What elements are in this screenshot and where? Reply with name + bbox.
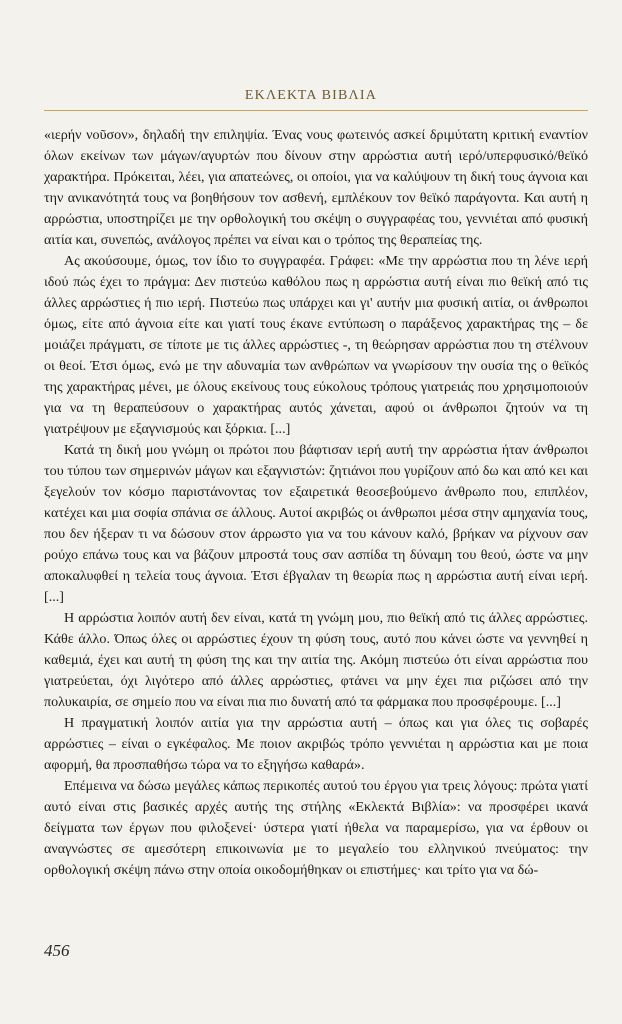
running-head-title: ΕΚΛΕΚΤΑ ΒΙΒΛΙΑ — [244, 88, 378, 103]
body-text — [44, 125, 588, 881]
page-number: 456 — [44, 941, 70, 960]
paragraph: Η πραγματική λοιπόν αιτία για την αρρώστια αυτή – όπως και για όλες τις σοβαρές αρρώστιες – είναι ο εγκέφαλος. Με ποιον ακριβώς τρόπο γεννιέται η αρρώστια και με ποια αφορμή, θα προσπαθήσω τώρα να το εξηγήσω καθαρά». — [44, 715, 588, 773]
paragraph: Κατά τη δική μου γνώμη οι πρώτοι που βάφτισαν ιερή αυτή την αρρώστια ήταν άνθρωποι του τύπου των σημερινών μάγων και εξαγνιστών: ζητιάνοι που γυρίζουν από δω και από κει και ξεγελούν τον κόσμο παριστάνοντας τον εξαιρετικά θεοσεβούμενο άνθρωπο που, επιπλέον, κατέχει και μια σοφία σπάνια σε άλλους. Αυτοί ακριβώς οι άνθρωποι μέσα στην αμηχανία τους, που δεν ήξεραν τι να δώσουν στον άρρωστο για να του κάνουν καλό, βρήκαν να ρίχνουν σαν ρούχο επάνω τους και να βάζουν μπροστά τους σαν ασπίδα τη δύναμη του θεού, ώστε να μην αποκαλυφθεί η τελεία τους άγνοια. Έτσι έβγαλαν τη θεωρία πως η αρρώστια αυτή είναι ιερή. [...] — [44, 442, 588, 605]
paragraph: Ας ακούσουμε, όμως, τον ίδιο το συγγραφέα. Γράφει: «Με την αρρώστια που τη λένε ιερή ιδού πώς έχει το πράγμα: Δεν πιστεύω καθόλου πως η αρρώστια αυτή είναι πιο θεϊκή από τις άλλες αρρώστιες ή πιο ιερή. Πιστεύω πως υπάρχει και γι' αυτήν μια φυσική αιτία, οι άνθρωποι όμως, είτε από άγνοια είτε και γιατί τους έκανε εντύπωση ο παράξενος χαρακτήρας της – δε μοιάζει πράγματι, σε τίποτε με τις άλλες αρρώστιες -, τη θεώρησαν αρρώστια που τη στέλνουν οι θεοί. Έτσι όμως, ενώ με την αδυναμία των ανθρώπων να γνωρίσουν την ουσία της ο θεϊκός της χαρακτήρας μένει, με όλους εκείνους τους εύκολους τρόπους γιατρειάς που χρησιμοποιούν για να τη θεραπεύσουν ο χαρακτήρας αυτός χάνεται, αφού οι άνθρωποι ζητούν να τη γιατρέψουν με εξαγνισμούς και ξόρκια. [...] — [44, 253, 588, 437]
paragraph: «ιερήν νοῦσον», δηλαδή την επιληψία. Ένας νους φωτεινός ασκεί δριμύτατη κριτική εναντίον όλων εκείνων των μάγων/αγυρτών που δίνουν στην αρρώστια αυτή ιερό/υπερφυσικό/θεϊκό χαρακτήρα. Πρόκειται, λέει, για απατεώνες, οι οποίοι, για να καλύψουν τη δική τους άγνοια και την ανικανότητά τους να βοηθήσουν τον ασθενή, εμπλέκουν τον θεϊκό παράγοντα. Και αυτή η αρρώστια, υποστηρίζει με την ορθολογική του σκέψη ο συγγραφέας του, γεννιέται από φυσική αιτία και, συνεπώς, ανάλογος πρέπει να είναι και ο τρόπος της θεραπείας της. — [44, 127, 588, 248]
paragraph: Η αρρώστια λοιπόν αυτή δεν είναι, κατά τη γνώμη μου, πιο θεϊκή από τις άλλες αρρώστιες. Κάθε άλλο. Όπως όλες οι αρρώστιες έχουν τη φύση τους, αυτό που κάνει ώστε να γεννηθεί η καθεμιά, έχει και αυτή τη φύση της και την αιτία της. Ακόμη πιστεύω ότι είναι αρρώστια που γιατρεύεται, όχι λιγότερο από άλλες αρρώστιες, φτάνει να μην έχει πια ριζώσει από την πολυκαιρία, σε σημείο που να είναι πια πιο δυνατή από τα φάρμακα που προσφέρουμε. [...] — [44, 610, 588, 710]
header-divider — [44, 110, 588, 111]
paragraph: Επέμεινα να δώσω μεγάλες κάπως περικοπές αυτού του έργου για τρεις λόγους: πρώτα γιατί αυτό είναι στις βασικές αρχές αυτής της στήλης «Εκλεκτά Βιβλία»: να προσφέρει ικανά δείγματα των έργων που φιλοξενεί· ύστερα γιατί ήθελα να παραμερίσω, για να έρθουν οι αναγνώστες σε αμεσότερη επικοινωνία με το μεγαλείο του ελληνικού πνεύματος: την ορθολογική σκέψη πάνω στην οποία οικοδομήθηκαν οι επιστήμες· και τρίτο για να δώ- — [44, 778, 588, 878]
